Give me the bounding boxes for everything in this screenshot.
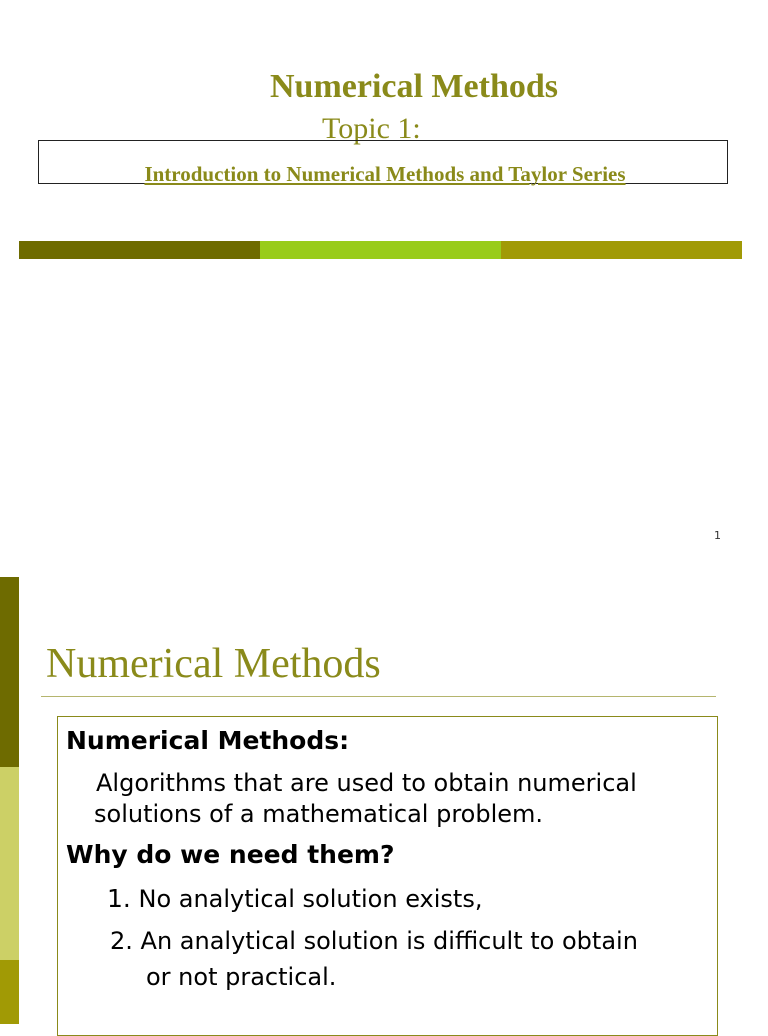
side-bar-light xyxy=(0,767,19,960)
list-item-number: 1. xyxy=(107,884,131,913)
list-item-number: 2. xyxy=(110,927,133,955)
heading-why-need: Why do we need them? xyxy=(66,840,395,869)
list-item-text: An analytical solution is difficult to obtain xyxy=(140,927,638,955)
list-item xyxy=(107,884,482,913)
definition-line-2: solutions of a mathematical problem. xyxy=(94,800,544,828)
decor-bar-green xyxy=(260,241,501,259)
list-item-text: No analytical solution exists, xyxy=(138,885,483,913)
slide1-title: Numerical Methods xyxy=(269,68,558,105)
page-number: 1 xyxy=(714,529,721,542)
decor-bar-gold xyxy=(501,241,742,259)
definition-line-1: Algorithms that are used to obtain numerical xyxy=(96,769,637,797)
side-bar-dark xyxy=(0,577,19,767)
slide1-topic: Topic 1: xyxy=(322,112,421,145)
slide2-title: Numerical Methods xyxy=(46,641,381,687)
side-bar-gold xyxy=(0,960,19,1024)
slide1-subtitle: Introduction to Numerical Methods and Taylor Series xyxy=(144,162,626,186)
list-item xyxy=(110,923,710,995)
heading-numerical-methods: Numerical Methods: xyxy=(66,726,350,755)
definition-text xyxy=(94,768,704,830)
list-item-text-continued: or not practical. xyxy=(146,963,337,991)
decor-bar-dark xyxy=(19,241,260,259)
title-underline xyxy=(41,696,716,697)
